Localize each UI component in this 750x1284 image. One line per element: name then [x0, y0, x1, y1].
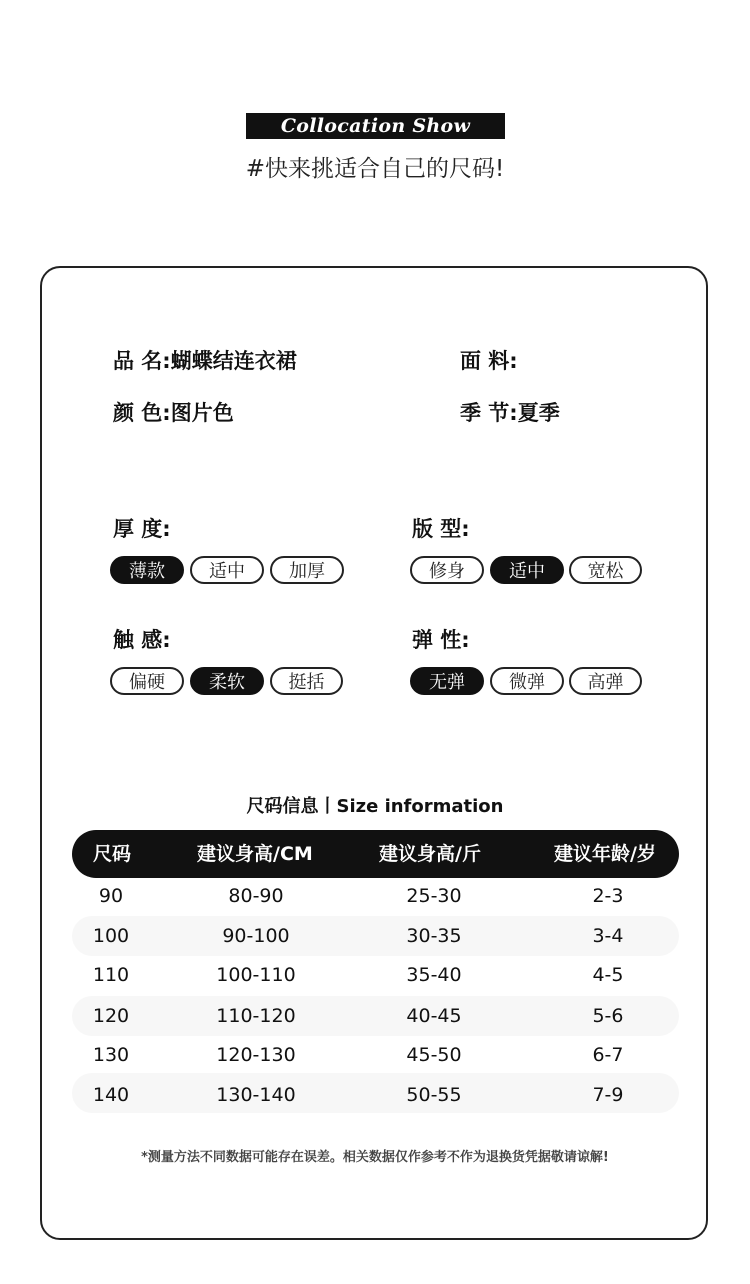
feel-option-crisp: 挺括 [270, 667, 343, 695]
table-cell: 35-40 [406, 964, 462, 986]
size-table-header [72, 830, 679, 878]
thickness-title: 厚 度: [113, 517, 171, 541]
color-value: 图片色 [170, 401, 234, 425]
fit-title: 版 型: [412, 517, 470, 541]
table-cell: 140 [92, 1084, 130, 1106]
table-cell: 6-7 [592, 1044, 624, 1066]
table-cell: 130-140 [216, 1084, 296, 1106]
fabric-field [460, 345, 518, 375]
table-cell: 130 [92, 1044, 130, 1066]
fabric-label: 面 料: [460, 349, 518, 373]
feel-option-soft: 柔软 [190, 667, 264, 695]
table-cell: 7-9 [592, 1084, 624, 1106]
measurement-disclaimer: *测量方法不同数据可能存在误差。相关数据仅作参考不作为退换货凭据敬请谅解! [141, 1150, 609, 1165]
table-cell: 120-130 [216, 1044, 296, 1066]
header-size: 尺码 [93, 843, 132, 865]
table-cell: 100-110 [216, 964, 296, 986]
table-cell: 25-30 [406, 885, 462, 907]
collocation-show-banner: Collocation Show [246, 113, 505, 139]
thickness-option-thick: 加厚 [270, 556, 344, 584]
product-name-value: 蝴蝶结连衣裙 [170, 349, 297, 373]
fit-option-loose: 宽松 [569, 556, 642, 584]
product-name-field [113, 345, 297, 375]
table-cell: 120 [92, 1005, 130, 1027]
thickness-option-medium: 适中 [190, 556, 264, 584]
size-table-title: 尺码信息丨Size information [246, 796, 504, 817]
table-cell: 80-90 [228, 885, 284, 907]
table-cell: 110-120 [216, 1005, 296, 1027]
table-cell: 45-50 [406, 1044, 462, 1066]
table-cell: 90-100 [222, 925, 290, 947]
season-label: 季 节: [460, 401, 518, 425]
elasticity-title: 弹 性: [412, 628, 470, 652]
season-value: 夏季 [517, 401, 560, 425]
fit-option-regular: 适中 [490, 556, 564, 584]
color-field [113, 397, 234, 427]
table-cell: 2-3 [592, 885, 624, 907]
table-cell: 110 [92, 964, 130, 986]
size-hint-subtitle: #快来挑适合自己的尺码! [245, 156, 505, 182]
feel-title: 触 感: [113, 628, 171, 652]
table-cell: 5-6 [592, 1005, 624, 1027]
color-label: 颜 色: [113, 401, 171, 425]
header-height-cm: 建议身高/CM [197, 843, 313, 865]
table-cell: 100 [92, 925, 130, 947]
table-cell: 40-45 [406, 1005, 462, 1027]
product-name-label: 品 名: [113, 349, 171, 373]
thickness-option-thin: 薄款 [110, 556, 184, 584]
table-cell: 3-4 [592, 925, 624, 947]
table-cell: 4-5 [592, 964, 624, 986]
header-weight-jin: 建议身高/斤 [379, 843, 481, 865]
feel-option-stiff: 偏硬 [110, 667, 184, 695]
elasticity-option-slight: 微弹 [490, 667, 564, 695]
elasticity-option-none: 无弹 [410, 667, 484, 695]
header-age: 建议年龄/岁 [554, 843, 656, 865]
table-cell: 50-55 [406, 1084, 462, 1106]
table-cell: 90 [98, 885, 124, 907]
elasticity-option-high: 高弹 [569, 667, 642, 695]
table-cell: 30-35 [406, 925, 462, 947]
season-field [460, 397, 560, 427]
fit-option-slim: 修身 [410, 556, 484, 584]
